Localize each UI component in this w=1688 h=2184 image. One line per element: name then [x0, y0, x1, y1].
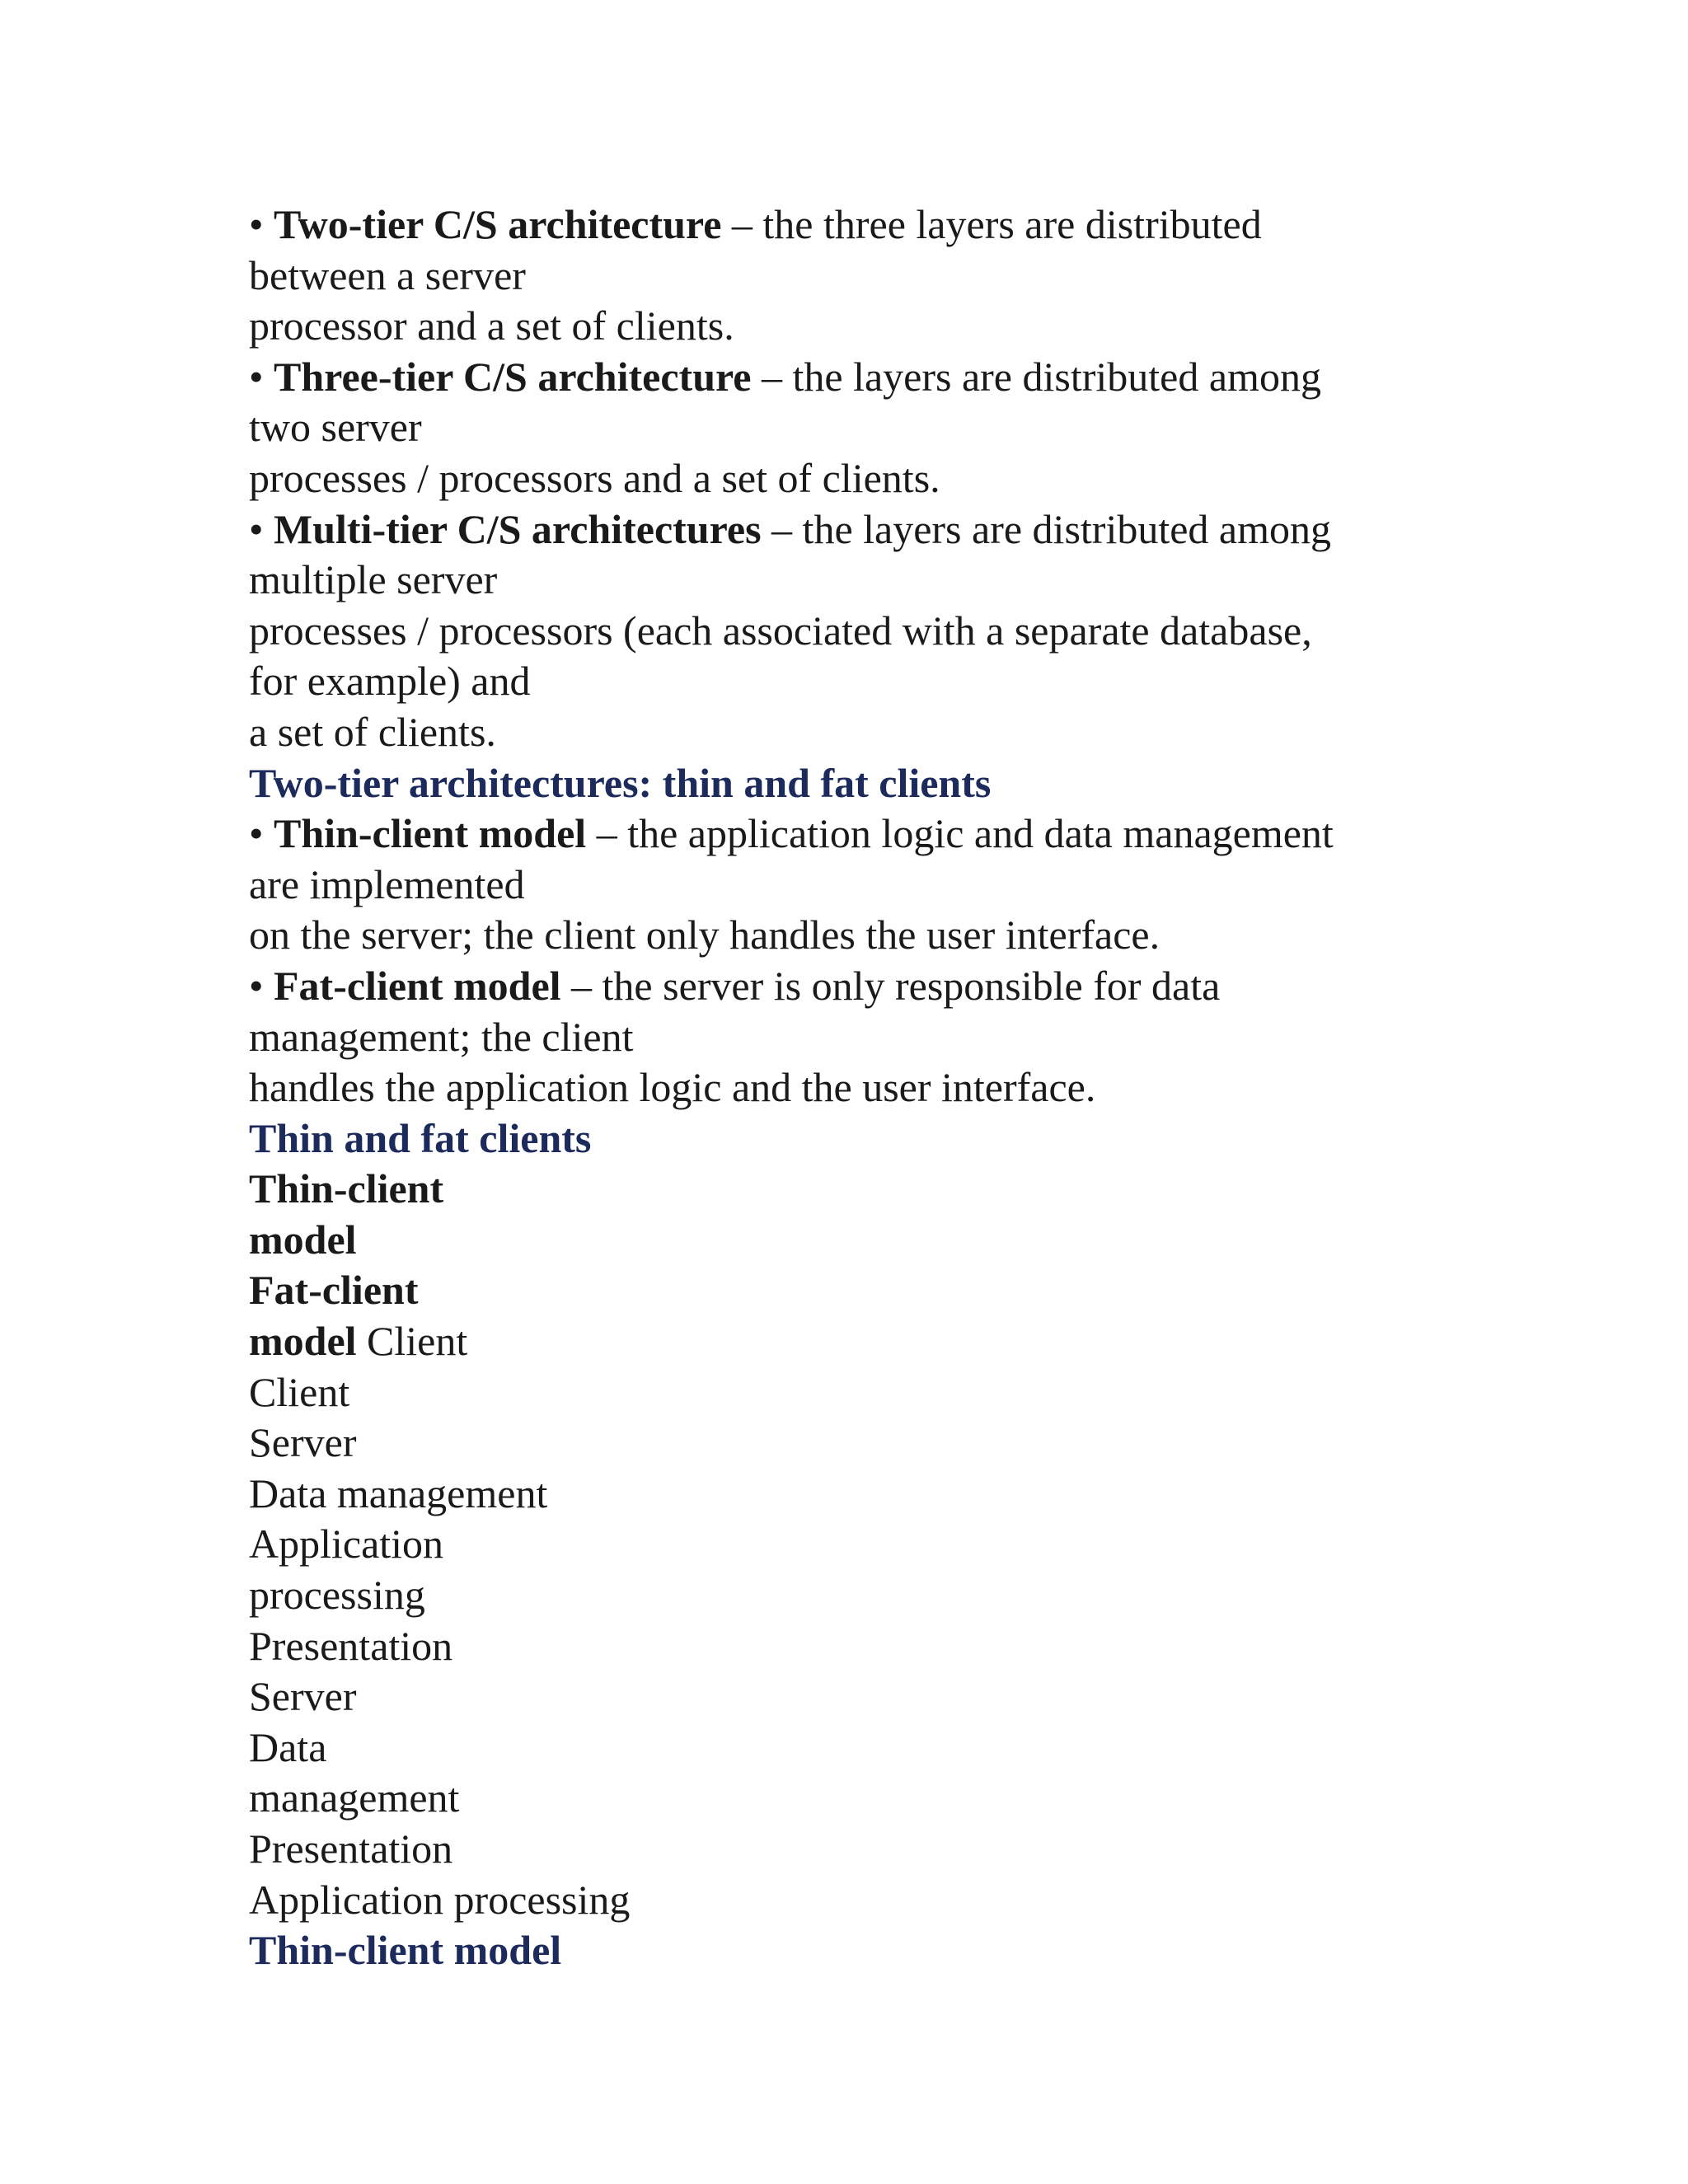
multi-tier-line-5: a set of clients.	[249, 708, 496, 755]
diagram-label-fat-client: Fat-client	[249, 1267, 419, 1314]
document-body	[249, 199, 1452, 1976]
thin-client-description: – the application logic and data management	[586, 810, 1334, 857]
fat-client-line-3: handles the application logic and the user interface.	[249, 1064, 1096, 1111]
two-tier-bullet-line	[249, 199, 1452, 251]
section-heading-two-tier: Two-tier architectures: thin and fat clients	[249, 759, 992, 806]
diagram-label-model-client	[249, 1316, 1452, 1367]
bullet-glyph: •	[249, 353, 264, 400]
bullet-glyph: •	[249, 962, 264, 1009]
thin-client-line-3: on the server; the client only handles the user interface.	[249, 912, 1160, 958]
multi-tier-line-2: multiple server	[249, 556, 498, 603]
two-tier-line-2: between a server	[249, 251, 526, 298]
diagram-label-application-processing: Application processing	[249, 1876, 631, 1923]
fat-client-bullet-line	[249, 961, 1452, 1012]
diagram-label-presentation: Presentation	[249, 1622, 453, 1669]
three-tier-bullet-line	[249, 352, 1452, 403]
diagram-label-client-2: Client	[249, 1368, 350, 1415]
bullet-glyph: •	[249, 810, 264, 857]
multi-tier-description: – the layers are distributed among	[761, 505, 1332, 552]
bullet-glyph: •	[249, 201, 264, 247]
section-heading-thin-client-model: Thin-client model	[249, 1927, 562, 1974]
diagram-label-data-management: Data management	[249, 1469, 548, 1516]
thin-client-bullet-line	[249, 808, 1452, 860]
multi-tier-line-3: processes / processors (each associated with a separate database,	[249, 607, 1312, 654]
diagram-label-thin-client: Thin-client	[249, 1165, 444, 1212]
three-tier-term: Three-tier C/S architecture	[274, 353, 752, 400]
multi-tier-term: Multi-tier C/S architectures	[274, 505, 762, 552]
diagram-label-model: model	[249, 1216, 357, 1263]
section-heading-thin-fat: Thin and fat clients	[249, 1114, 592, 1161]
three-tier-line-3: processes / processors and a set of clients.	[249, 454, 940, 501]
diagram-label-management: management	[249, 1774, 460, 1821]
diagram-label-processing: processing	[249, 1572, 425, 1619]
diagram-label-client: Client	[356, 1318, 468, 1365]
three-tier-description: – the layers are distributed among	[751, 353, 1321, 400]
two-tier-description: – the three layers are distributed	[721, 201, 1262, 247]
two-tier-line-3: processor and a set of clients.	[249, 302, 734, 349]
thin-client-line-2: are implemented	[249, 860, 525, 907]
three-tier-line-2: two server	[249, 404, 422, 451]
two-tier-term: Two-tier C/S architecture	[274, 201, 722, 247]
multi-tier-bullet-line	[249, 504, 1452, 555]
fat-client-description: – the server is only responsible for data	[560, 962, 1221, 1009]
diagram-label-application: Application	[249, 1521, 444, 1568]
diagram-label-server: Server	[249, 1419, 357, 1466]
diagram-label-data: Data	[249, 1723, 327, 1770]
bullet-glyph: •	[249, 505, 264, 552]
diagram-label-presentation-2: Presentation	[249, 1825, 453, 1872]
diagram-label-model-bold: model	[249, 1318, 357, 1365]
multi-tier-line-4: for example) and	[249, 658, 531, 705]
thin-client-term: Thin-client model	[274, 810, 587, 857]
fat-client-line-2: management; the client	[249, 1013, 634, 1060]
fat-client-term: Fat-client model	[274, 962, 561, 1009]
diagram-label-server-2: Server	[249, 1673, 357, 1720]
